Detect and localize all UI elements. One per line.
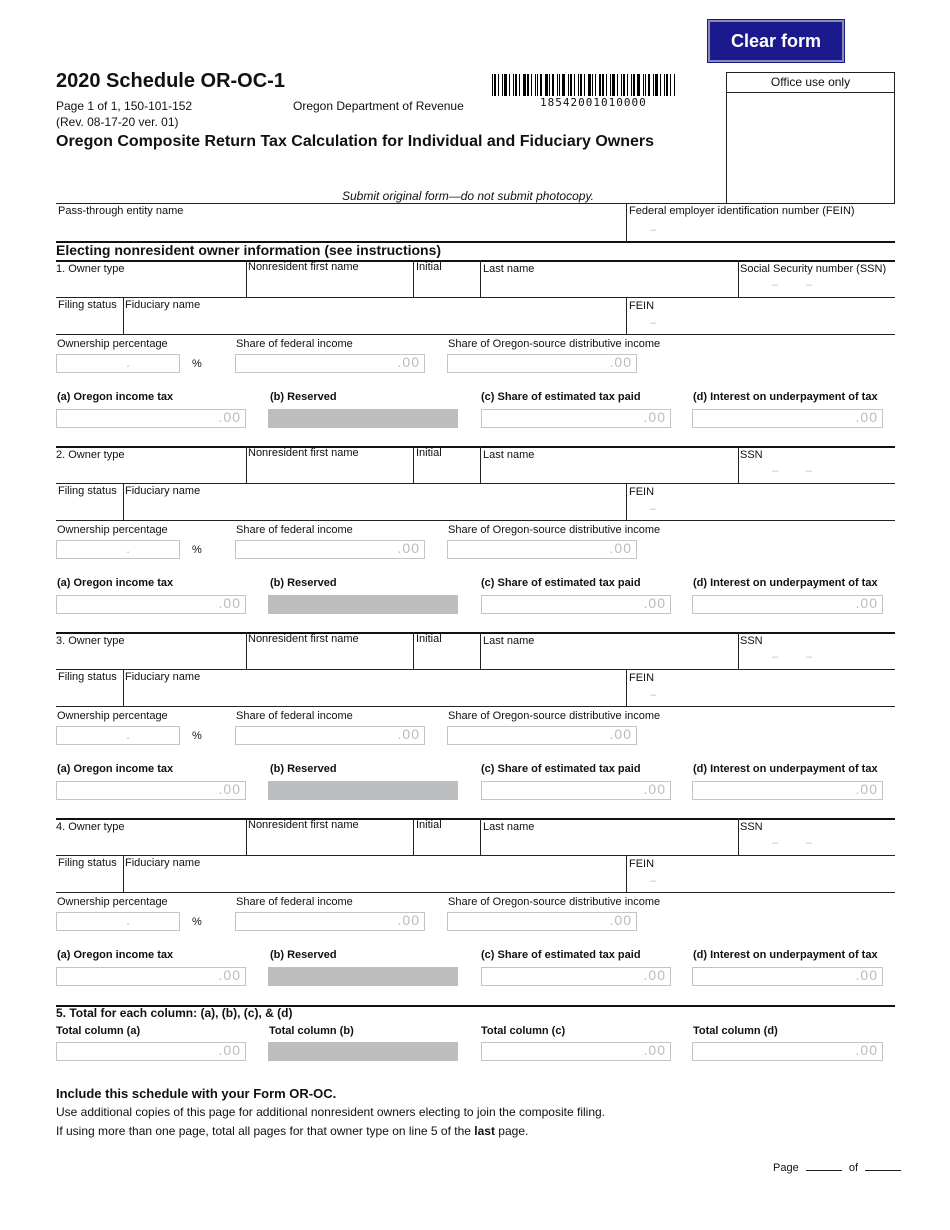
divider — [246, 818, 247, 855]
revision-info: (Rev. 08-17-20 ver. 01) — [56, 115, 179, 129]
fein-dash: – — [650, 317, 657, 329]
percent-sign: % — [192, 544, 202, 556]
divider — [480, 446, 481, 483]
owner-4-type-input[interactable] — [56, 834, 244, 854]
owner-3-fein-input[interactable] — [628, 685, 894, 705]
owner-2-reserved-field — [268, 595, 458, 614]
total-a-label: Total column (a) — [56, 1025, 141, 1037]
owner-4-fein-input[interactable] — [628, 871, 894, 891]
ssn-label: SSN — [740, 821, 763, 833]
divider — [738, 632, 739, 669]
cents-suffix: .00 — [609, 726, 632, 742]
include-note: Include this schedule with your Form OR-OC. — [56, 1086, 337, 1101]
department-name: Oregon Department of Revenue — [293, 99, 464, 113]
ssn-dash: – — [806, 651, 813, 663]
owner-1-federal-income-input[interactable] — [235, 354, 425, 373]
totals-heading: 5. Total for each column: (a), (b), (c), & (d) — [56, 1006, 293, 1020]
multi-page-note-bold: last — [474, 1124, 495, 1138]
of-label: of — [848, 1162, 859, 1174]
page-numbering — [773, 1162, 901, 1174]
barcode-number: 18542001010000 — [540, 96, 647, 109]
col-a-label: (a) Oregon income tax — [57, 763, 174, 775]
percent-sign: % — [192, 358, 202, 370]
owner-4-ssn-input[interactable] — [740, 834, 895, 854]
total-b-reserved — [268, 1042, 458, 1061]
first-name-label: Nonresident first name — [248, 261, 359, 273]
owner-type-label: 1. Owner type — [56, 263, 125, 275]
divider — [56, 632, 895, 634]
owner-2-fein-input[interactable] — [628, 499, 894, 519]
owner-3-fiduciary-name-input[interactable] — [125, 685, 624, 705]
first-name-label: Nonresident first name — [248, 819, 359, 831]
divider — [738, 260, 739, 297]
percent-sign: % — [192, 916, 202, 928]
cents-suffix: .00 — [643, 781, 666, 797]
fiduciary-name-label: Fiduciary name — [125, 857, 201, 869]
form-title: Oregon Composite Return Tax Calculation for Individual and Fiduciary Owners — [56, 133, 655, 150]
owner-3-ownership-pct-input[interactable] — [56, 726, 180, 745]
divider — [123, 855, 124, 892]
owner-1-initial-input[interactable] — [415, 276, 479, 296]
total-c-label: Total column (c) — [481, 1025, 566, 1037]
owner-1-oregon-income-input[interactable] — [447, 354, 637, 373]
owner-3-ssn-input[interactable] — [740, 648, 895, 668]
divider — [480, 818, 481, 855]
owner-4-reserved-field — [268, 967, 458, 986]
total-d-label: Total column (d) — [693, 1025, 778, 1037]
col-d-label: (d) Interest on underpayment of tax — [693, 577, 878, 589]
owner-3-oregon-income-input[interactable] — [447, 726, 637, 745]
cents-suffix: .00 — [855, 1042, 878, 1058]
col-d-label: (d) Interest on underpayment of tax — [693, 949, 878, 961]
cents-suffix: .00 — [855, 781, 878, 797]
col-a-label: (a) Oregon income tax — [57, 391, 174, 403]
owner-type-label: 2. Owner type — [56, 449, 125, 461]
owner-3-type-input[interactable] — [56, 648, 244, 668]
owner-4-last-name-input[interactable] — [482, 834, 736, 854]
divider — [56, 203, 895, 204]
ssn-dash: – — [772, 465, 779, 477]
owner-4-oregon-tax-input[interactable] — [56, 967, 246, 986]
owner-1-last-name-input[interactable] — [482, 276, 736, 296]
owner-4-federal-income-input[interactable] — [235, 912, 425, 931]
cents-suffix: .00 — [218, 595, 241, 611]
divider — [246, 260, 247, 297]
total-a-input[interactable] — [56, 1042, 246, 1061]
divider — [246, 446, 247, 483]
cents-suffix: .00 — [855, 595, 878, 611]
divider — [123, 297, 124, 334]
filing-status-label: Filing status — [58, 485, 117, 497]
cents-suffix: .00 — [218, 409, 241, 425]
divider — [56, 706, 895, 707]
owner-2-first-name-input[interactable] — [248, 462, 412, 482]
ownership-pct-label: Ownership percentage — [57, 896, 168, 908]
cents-suffix: .00 — [397, 354, 420, 370]
filing-status-label: Filing status — [58, 671, 117, 683]
federal-income-label: Share of federal income — [236, 710, 353, 722]
owner-2-last-name-input[interactable] — [482, 462, 736, 482]
divider — [56, 297, 895, 298]
oregon-income-label: Share of Oregon-source distributive income — [448, 710, 661, 722]
cents-suffix: .00 — [855, 409, 878, 425]
owner-2-oregon-income-input[interactable] — [447, 540, 637, 559]
barcode-image — [492, 74, 704, 96]
divider — [56, 483, 895, 484]
owner-3-oregon-tax-input[interactable] — [56, 781, 246, 800]
first-name-label: Nonresident first name — [248, 447, 359, 459]
federal-income-label: Share of federal income — [236, 338, 353, 350]
ownership-pct-label: Ownership percentage — [57, 338, 168, 350]
divider — [56, 260, 895, 262]
cents-suffix: .00 — [397, 912, 420, 928]
fein-label: FEIN — [629, 858, 655, 870]
first-name-label: Nonresident first name — [248, 633, 359, 645]
fiduciary-name-label: Fiduciary name — [125, 299, 201, 311]
divider — [413, 260, 414, 297]
col-c-label: (c) Share of estimated tax paid — [481, 763, 641, 775]
section-title: Electing nonresident owner information (see instructions) — [56, 242, 442, 258]
percent-sign: % — [192, 730, 202, 742]
page-label: Page — [773, 1162, 799, 1174]
owner-3-estimated-tax-input[interactable] — [481, 781, 671, 800]
owner-3-initial-input[interactable] — [415, 648, 479, 668]
ssn-dash: – — [806, 465, 813, 477]
cents-suffix: .00 — [609, 540, 632, 556]
pct-decimal: . — [126, 354, 131, 370]
cents-suffix: .00 — [609, 354, 632, 370]
divider — [246, 632, 247, 669]
cents-suffix: .00 — [643, 595, 666, 611]
multi-page-note-b: page. — [494, 1124, 529, 1138]
owner-1-oregon-tax-input[interactable] — [56, 409, 246, 428]
entity-fein-input[interactable] — [628, 215, 894, 239]
federal-income-label: Share of federal income — [236, 896, 353, 908]
fiduciary-name-label: Fiduciary name — [125, 671, 201, 683]
additional-copies-note: Use additional copies of this page for additional nonresident owners electing to join the composite filing. — [56, 1105, 605, 1119]
federal-income-label: Share of federal income — [236, 524, 353, 536]
col-c-label: (c) Share of estimated tax paid — [481, 577, 641, 589]
ownership-pct-label: Ownership percentage — [57, 524, 168, 536]
last-name-label: Last name — [483, 263, 535, 275]
page-info: Page 1 of 1, 150-101-152 — [56, 99, 193, 113]
divider — [480, 260, 481, 297]
ssn-label: Social Security number (SSN) — [740, 263, 887, 275]
divider — [413, 632, 414, 669]
initial-label: Initial — [416, 261, 442, 273]
owner-2-oregon-tax-input[interactable] — [56, 595, 246, 614]
owner-3-interest-input[interactable] — [692, 781, 883, 800]
divider — [626, 483, 627, 520]
divider — [56, 446, 895, 448]
col-d-label: (d) Interest on underpayment of tax — [693, 763, 878, 775]
owner-2-interest-input[interactable] — [692, 595, 883, 614]
fein-dash: – — [650, 875, 657, 887]
page-total-input[interactable] — [865, 1170, 901, 1171]
ssn-dash: – — [772, 279, 779, 291]
office-use-box — [726, 72, 895, 204]
owner-1-filing-status-input[interactable] — [56, 313, 122, 333]
owner-2-ssn-input[interactable] — [740, 462, 895, 482]
fiduciary-name-label: Fiduciary name — [125, 485, 201, 497]
owner-4-ownership-pct-input[interactable] — [56, 912, 180, 931]
filing-status-label: Filing status — [58, 857, 117, 869]
owner-2-ownership-pct-input[interactable] — [56, 540, 180, 559]
owner-3-federal-income-input[interactable] — [235, 726, 425, 745]
owner-2-federal-income-input[interactable] — [235, 540, 425, 559]
owner-4-first-name-input[interactable] — [248, 834, 412, 854]
owner-1-estimated-tax-input[interactable] — [481, 409, 671, 428]
divider — [626, 203, 627, 241]
fein-label: FEIN — [629, 300, 655, 312]
total-c-input[interactable] — [481, 1042, 671, 1061]
col-b-label: (b) Reserved — [270, 949, 337, 961]
last-name-label: Last name — [483, 449, 535, 461]
pct-decimal: . — [126, 540, 131, 556]
divider — [56, 520, 895, 521]
divider — [738, 446, 739, 483]
owner-3-first-name-input[interactable] — [248, 648, 412, 668]
col-b-label: (b) Reserved — [270, 391, 337, 403]
multi-page-note-a: If using more than one page, total all pages for that owner type on line 5 of the — [56, 1124, 475, 1138]
initial-label: Initial — [416, 447, 442, 459]
fein-dash: – — [650, 689, 657, 701]
owner-2-filing-status-input[interactable] — [56, 499, 122, 519]
owner-3-filing-status-input[interactable] — [56, 685, 122, 705]
fein-label: Federal employer identification number (FEIN) — [629, 205, 855, 217]
owner-1-interest-input[interactable] — [692, 409, 883, 428]
pct-decimal: . — [126, 912, 131, 928]
cents-suffix: .00 — [397, 726, 420, 742]
owner-1-type-input[interactable] — [56, 276, 244, 296]
col-a-label: (a) Oregon income tax — [57, 577, 174, 589]
cents-suffix: .00 — [855, 967, 878, 983]
oregon-income-label: Share of Oregon-source distributive income — [448, 896, 661, 908]
total-b-label: Total column (b) — [269, 1025, 354, 1037]
owner-4-interest-input[interactable] — [692, 967, 883, 986]
oregon-income-label: Share of Oregon-source distributive income — [448, 524, 661, 536]
cents-suffix: .00 — [218, 967, 241, 983]
divider — [480, 632, 481, 669]
oregon-income-label: Share of Oregon-source distributive income — [448, 338, 661, 350]
divider — [56, 669, 895, 670]
ownership-pct-label: Ownership percentage — [57, 710, 168, 722]
ssn-label: SSN — [740, 635, 763, 647]
divider — [626, 297, 627, 334]
fein-label: FEIN — [629, 672, 655, 684]
page-number-input[interactable] — [806, 1170, 842, 1171]
owner-4-estimated-tax-input[interactable] — [481, 967, 671, 986]
fein-dash: – — [650, 503, 657, 515]
owner-3-last-name-input[interactable] — [482, 648, 736, 668]
clear-form-button[interactable]: Clear form — [708, 20, 844, 62]
owner-1-fein-input[interactable] — [628, 313, 894, 333]
cents-suffix: .00 — [218, 781, 241, 797]
initial-label: Initial — [416, 819, 442, 831]
divider — [56, 334, 895, 335]
last-name-label: Last name — [483, 821, 535, 833]
owner-3-reserved-field — [268, 781, 458, 800]
divider — [56, 818, 895, 820]
pct-decimal: . — [126, 726, 131, 742]
ssn-dash: – — [772, 651, 779, 663]
col-b-label: (b) Reserved — [270, 763, 337, 775]
ssn-dash: – — [806, 837, 813, 849]
owner-2-fiduciary-name-input[interactable] — [125, 499, 624, 519]
owner-1-fiduciary-name-input[interactable] — [125, 313, 624, 333]
owner-1-ssn-input[interactable] — [740, 276, 895, 296]
filing-status-label: Filing status — [58, 299, 117, 311]
owner-4-oregon-income-input[interactable] — [447, 912, 637, 931]
owner-2-estimated-tax-input[interactable] — [481, 595, 671, 614]
owner-4-initial-input[interactable] — [415, 834, 479, 854]
owner-1-first-name-input[interactable] — [248, 276, 412, 296]
col-c-label: (c) Share of estimated tax paid — [481, 949, 641, 961]
last-name-label: Last name — [483, 635, 535, 647]
owner-type-label: 3. Owner type — [56, 635, 125, 647]
ssn-dash: – — [772, 837, 779, 849]
divider — [413, 446, 414, 483]
initial-label: Initial — [416, 633, 442, 645]
col-b-label: (b) Reserved — [270, 577, 337, 589]
owner-type-label: 4. Owner type — [56, 821, 125, 833]
fein-dash: – — [650, 224, 657, 236]
owner-4-fiduciary-name-input[interactable] — [125, 871, 624, 891]
multi-page-note — [56, 1124, 528, 1138]
owner-2-initial-input[interactable] — [415, 462, 479, 482]
submit-note: Submit original form—do not submit photocopy. — [342, 189, 594, 203]
entity-name-label: Pass-through entity name — [58, 205, 184, 217]
cents-suffix: .00 — [643, 409, 666, 425]
entity-name-input[interactable] — [56, 215, 624, 239]
cents-suffix: .00 — [397, 540, 420, 556]
cents-suffix: .00 — [609, 912, 632, 928]
col-c-label: (c) Share of estimated tax paid — [481, 391, 641, 403]
divider — [123, 483, 124, 520]
fein-label: FEIN — [629, 486, 655, 498]
divider — [56, 855, 895, 856]
divider — [626, 669, 627, 706]
office-use-label: Office use only — [727, 73, 894, 93]
owner-2-type-input[interactable] — [56, 462, 244, 482]
divider — [413, 818, 414, 855]
owner-1-reserved-field — [268, 409, 458, 428]
ssn-dash: – — [806, 279, 813, 291]
cents-suffix: .00 — [643, 1042, 666, 1058]
cents-suffix: .00 — [218, 1042, 241, 1058]
owner-1-ownership-pct-input[interactable] — [56, 354, 180, 373]
owner-4-filing-status-input[interactable] — [56, 871, 122, 891]
divider — [738, 818, 739, 855]
divider — [626, 855, 627, 892]
divider — [123, 669, 124, 706]
form-number-title: 2020 Schedule OR-OC-1 — [56, 70, 285, 92]
ssn-label: SSN — [740, 449, 763, 461]
divider — [56, 892, 895, 893]
cents-suffix: .00 — [643, 967, 666, 983]
col-a-label: (a) Oregon income tax — [57, 949, 174, 961]
col-d-label: (d) Interest on underpayment of tax — [693, 391, 878, 403]
total-d-input[interactable] — [692, 1042, 883, 1061]
